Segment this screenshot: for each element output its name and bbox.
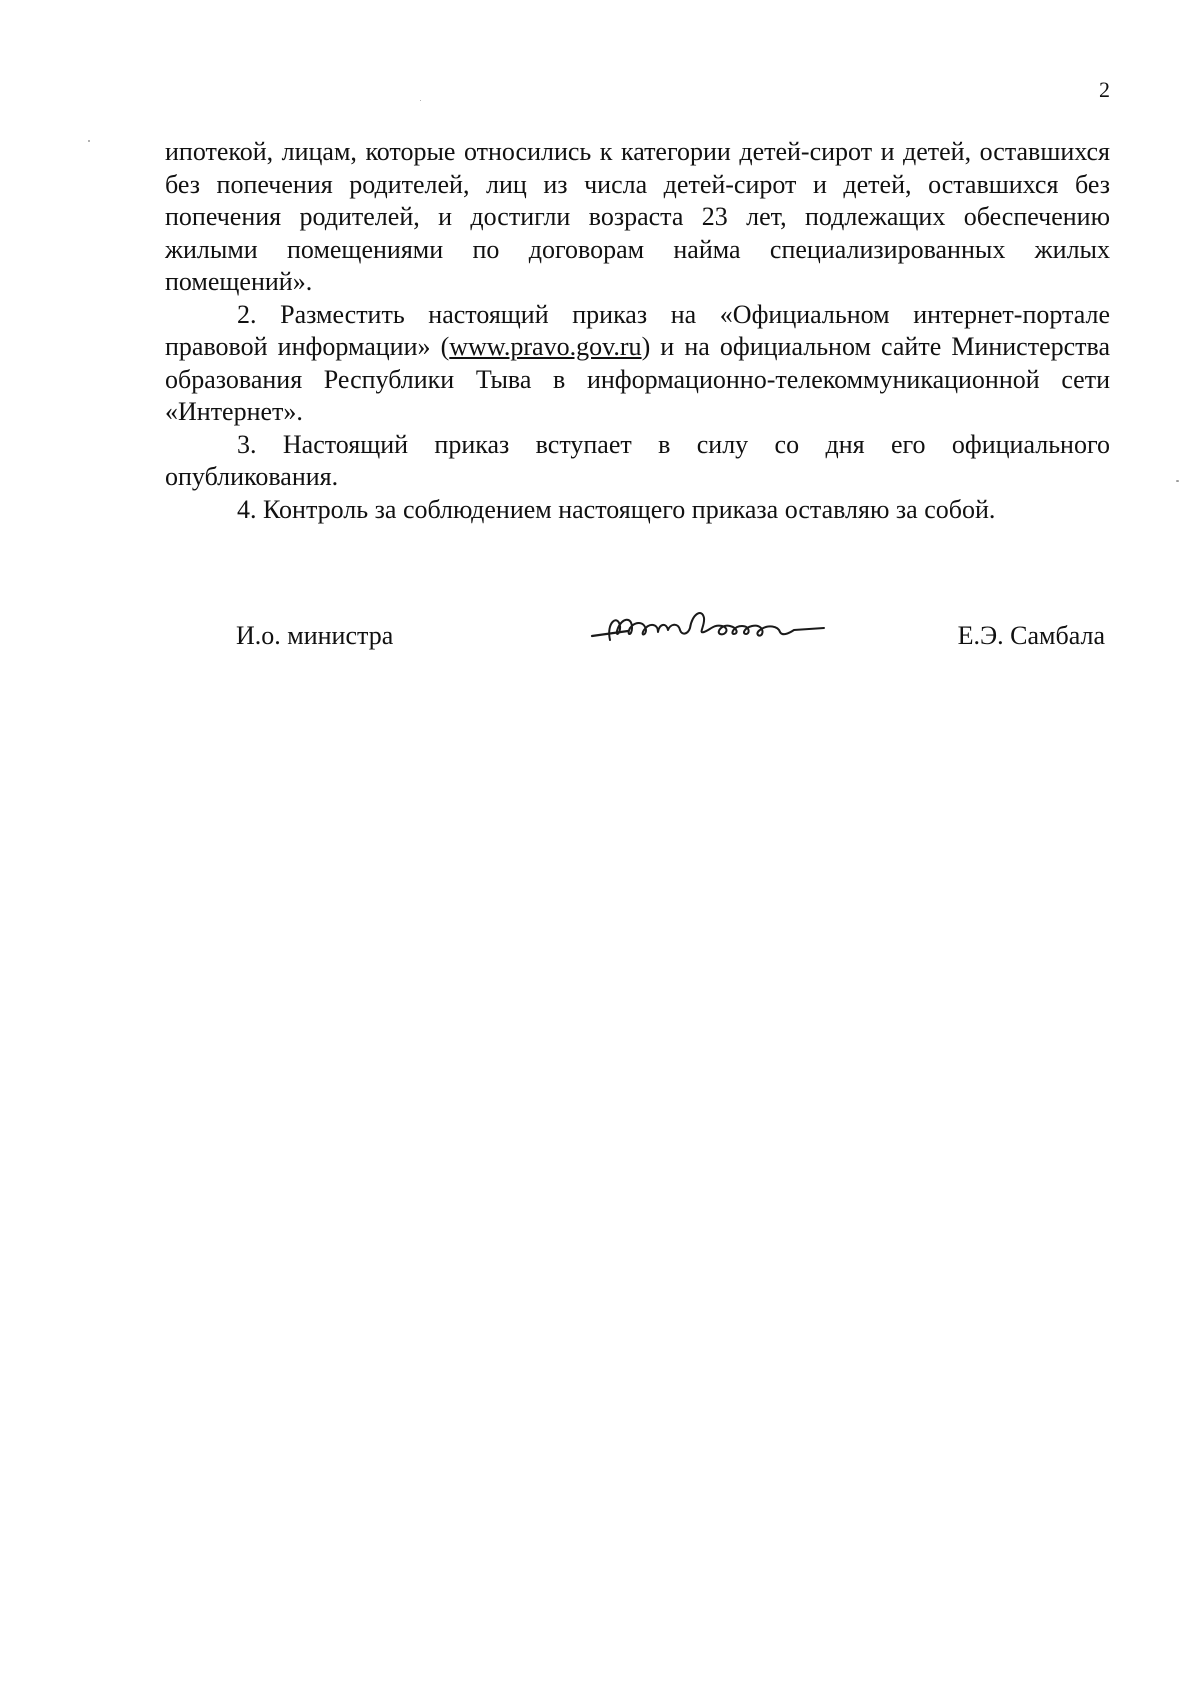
scan-speck bbox=[1176, 480, 1179, 482]
paragraph-1-line-5: специализированных жилых помещений». bbox=[165, 234, 1111, 296]
scan-speck bbox=[88, 140, 90, 142]
page-number: 2 bbox=[1099, 77, 1110, 102]
paragraph-1 bbox=[165, 136, 1110, 299]
signatory-name: Е.Э. Самбала bbox=[957, 621, 1105, 650]
paragraph-2 bbox=[165, 299, 1110, 429]
paragraph-3: 3. Настоящий приказ вступает в силу со дня его официального опубликования. bbox=[165, 429, 1110, 491]
paragraph-1-line-2: оставшихся без попечения родителей, лиц из числа детей-сирот и детей, bbox=[165, 137, 1111, 199]
handwritten-signature bbox=[588, 600, 828, 660]
scan-speck bbox=[420, 100, 421, 101]
paragraph-2-text-start: 2. Разместить настоящий приказ на «Официальном интернет-портале правовой информации» ( bbox=[165, 299, 1110, 361]
document-body bbox=[165, 136, 1110, 526]
signatory-role: И.о. министра bbox=[236, 621, 394, 650]
pravo-gov-link[interactable]: www.pravo.gov.ru bbox=[449, 332, 642, 361]
paragraph-4: 4. Контроль за соблюдением настоящего приказа оставляю за собой. bbox=[237, 494, 996, 524]
paragraph-1-line-1: ипотекой, лицам, которые относились к категории детей-сирот и детей, bbox=[165, 137, 972, 166]
paragraph-1-line-4: обеспечению жилыми помещениями по договорам найма bbox=[165, 202, 1111, 264]
paragraph-2-text-end: ) и на официальном сайте Министерства образования Республики Тыва в информационно-телекоммуникационной сети «Интернет». bbox=[165, 332, 1111, 426]
paragraph-1-line-3: оставшихся без попечения родителей, и достигли возраста 23 лет, подлежащих bbox=[165, 169, 1110, 231]
